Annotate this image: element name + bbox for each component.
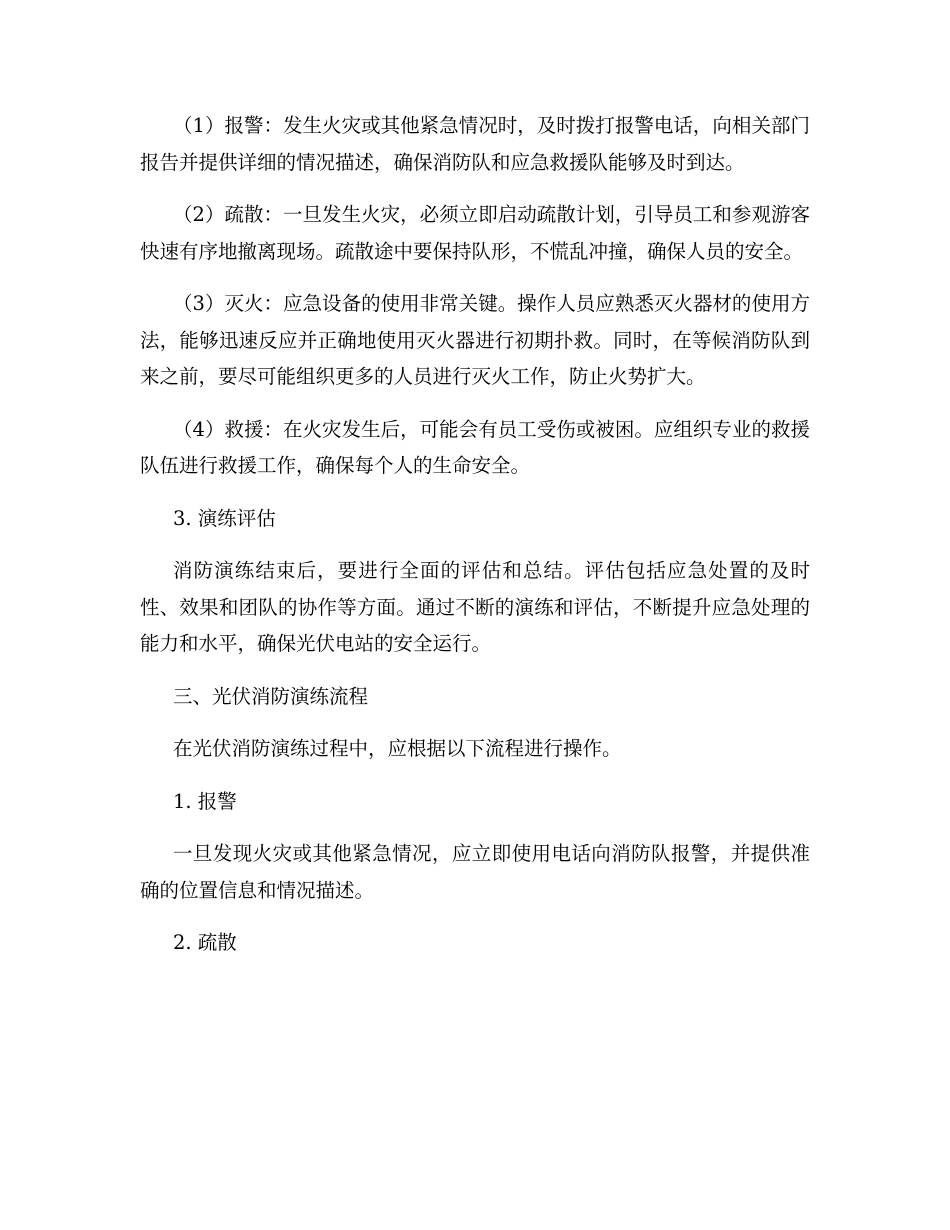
heading-evacuation: 2. 疏散 bbox=[173, 931, 237, 954]
paragraph-alarm-item: （1）报警：发生火灾或其他紧急情况时，及时拨打报警电话，向相关部门报告并提供详细的情况描述，确保消防队和应急救援队能够及时到达。 bbox=[140, 114, 810, 174]
document-body bbox=[140, 108, 810, 978]
heading-drill-evaluation: 3. 演练评估 bbox=[173, 506, 276, 530]
paragraph-alarm-procedure: 一旦发现火灾或其他紧急情况，应立即使用电话向消防队报警，并提供准确的位置信息和情况描述。 bbox=[140, 842, 810, 902]
paragraph-evacuation-item: （2）疏散：一旦发生火灾，必须立即启动疏散计划，引导员工和参观游客快速有序地撤离现场。疏散途中要保持队形，不慌乱冲撞，确保人员的安全。 bbox=[140, 203, 810, 263]
paragraph-process-intro: 在光伏消防演练过程中，应根据以下流程进行操作。 bbox=[173, 737, 622, 760]
heading-alarm: 1. 报警 bbox=[173, 789, 237, 813]
paragraph-evaluation: 消防演练结束后，要进行全面的评估和总结。评估包括应急处置的及时性、效果和团队的协作等方面。通过不断的演练和评估，不断提升应急处理的能力和水平，确保光伏电站的安全运行。 bbox=[140, 559, 810, 655]
heading-drill-process: 三、光伏消防演练流程 bbox=[173, 684, 369, 708]
paragraph-firefighting-item: （3）灭火：应急设备的使用非常关键。操作人员应熟悉灭火器材的使用方法，能够迅速反应并正确地使用灭火器进行初期扑救。同时，在等候消防队到来之前，要尽可能组织更多的人员进行灭火工作，防止火势扩大。 bbox=[140, 292, 810, 388]
paragraph-rescue-item: （4）救援：在火灾发生后，可能会有员工受伤或被困。应组织专业的救援队伍进行救援工作，确保每个人的生命安全。 bbox=[140, 417, 810, 477]
